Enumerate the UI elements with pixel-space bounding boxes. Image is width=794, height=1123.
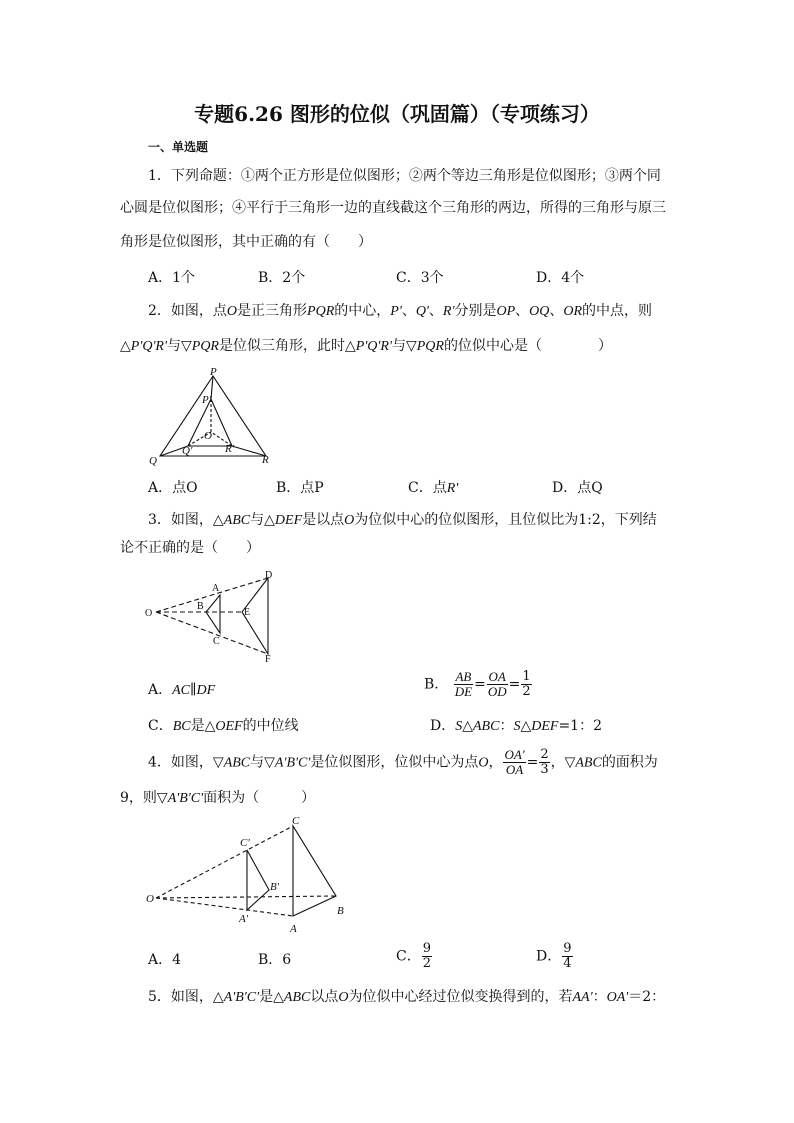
triangle-a1b1c1 [247,850,269,910]
q4-option-a[interactable]: A．4 [148,952,182,968]
label-q: Q [149,455,157,467]
label-o: O [145,608,153,619]
label-r: R [262,454,269,466]
label-d: D [265,570,273,581]
q2-option-d[interactable]: D．点Q [552,480,603,496]
q3-option-a[interactable]: A．AC∥DF [148,682,216,698]
ray-o-b [156,896,336,898]
q1-option-b[interactable]: B．2个 [258,270,306,286]
q1-line1: 1．下列命题：①两个正方形是位似图形；②两个等边三角形是位似图形；③两个同 [148,168,661,184]
label-p1: P' [202,394,212,406]
label-p: P [210,366,217,378]
q2-option-a[interactable]: A．点O [148,480,198,496]
section-heading: 一、单选题 [148,140,209,154]
label-a1: A' [239,913,249,925]
label-c: C [292,815,300,827]
label-b: B [197,601,204,612]
q3-option-b[interactable]: B． $\frac{AB}{DE}$ = $\frac{OA}{OD}$ = $\frac{1}{2}$ [424,669,531,699]
label-r1: R' [225,443,235,455]
triangle-abc [206,595,220,633]
q1-option-a[interactable]: A．1个 [148,270,196,286]
label-a: A [290,923,297,935]
page-title: 专题6.26 图形的位似（巩固篇）（专项练习） [194,102,600,126]
label-o: O [146,893,154,905]
ray-o-f [156,612,268,654]
q4-figure [140,812,360,936]
q4-line1: 4．如图，▽ABC与▽A'B'C'是位似图形，位似中心为点O， $\frac{OA'}{OA}$ = $\frac{2}{3}$ ，▽ABC的面积为 [148,747,658,777]
q1-option-d[interactable]: D．4个 [536,270,585,286]
q3-option-c[interactable]: C．BC是△OEF的中位线 [148,718,299,734]
label-c: C [213,636,220,647]
q3-option-d[interactable]: D．S△ABC：S△DEF=1：2 [430,718,602,734]
q2-option-c[interactable]: C．点R' [408,480,459,496]
triangle-pqr [160,376,266,456]
q1-line2: 心圆是位似图形；④平行于三角形一边的直线截这个三角形的两边，所得的三角形与原三 [120,200,666,216]
q2-figure [140,366,280,470]
label-q1: Q' [182,445,193,457]
q5-line1: 5．如图，△A'B'C'是△ABC以点O为位似中心经过位似变换得到的，若AA'：OA'＝2： [148,989,666,1005]
label-b: B [337,905,344,917]
label-b1: B' [270,881,280,893]
q2-option-b[interactable]: B．点P [276,480,324,496]
q1-option-c[interactable]: C．3个 [396,270,444,286]
q4-option-b[interactable]: B．6 [258,952,292,968]
q3-line1: 3．如图，△ABC与△DEF是以点O为位似中心的位似图形，且位似比为1:2，下列结 [148,512,657,528]
label-e: E [244,607,251,618]
q3-figure [140,566,290,664]
q2-line1: 2．如图，点O是正三角形PQR的中心，P'、Q'、R'分别是OP、OQ、OR的中点，则 [148,303,653,319]
q4-option-c[interactable]: C． $\frac{9}{2}$ [396,941,431,971]
ray-o-a [156,898,293,916]
label-a: A [212,583,220,594]
label-o: O [204,430,212,442]
triangle-abc [293,826,336,916]
q2-line2: △P'Q'R'与▽PQR是位似三角形，此时△P'Q'R'与▽PQR的位似中心是（ ） [120,338,612,354]
q1-line3: 角形是位似图形，其中正确的有（ ） [120,234,372,250]
q4-option-d[interactable]: D． $\frac{9}{4}$ [536,941,572,971]
label-f: F [265,654,271,664]
label-c1: C' [240,837,250,849]
q3-line2: 论不正确的是（ ） [120,540,260,556]
q4-line2: 9，则▽A'B'C'面积为（ ） [120,790,316,806]
